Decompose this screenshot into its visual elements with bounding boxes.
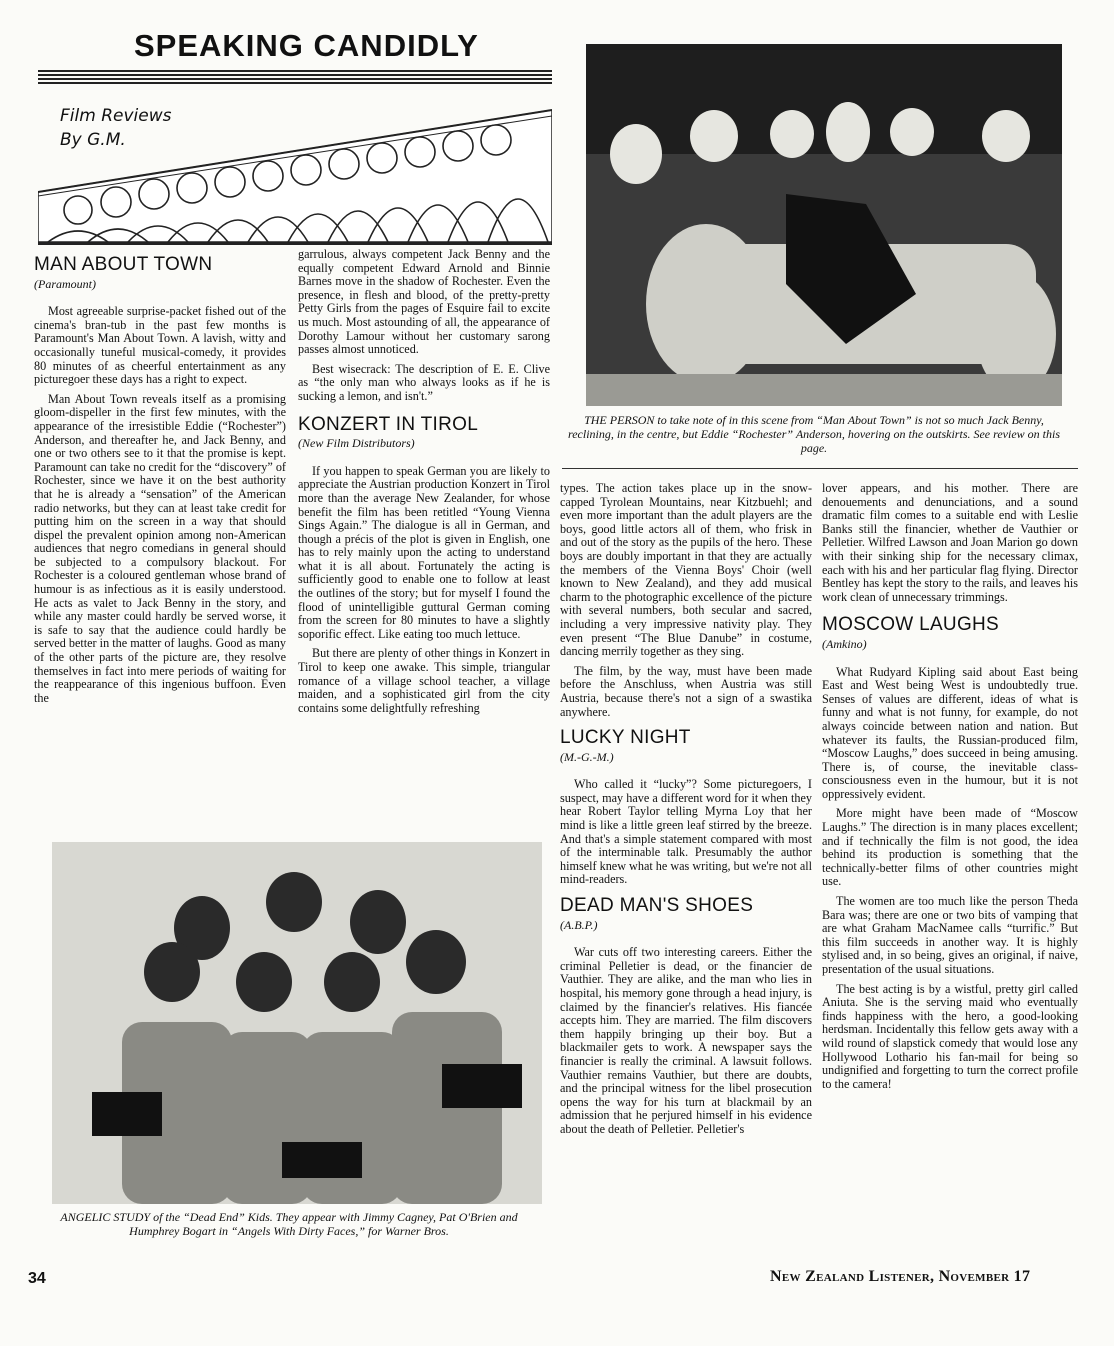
dead-end-kids-photo: [52, 842, 542, 1204]
review-paragraph: The women are too much like the person Theda Bara was; there are one or two bits of vamping that are what Graham MacNamee calls “turrific.” But this film succeeds in another way. It is highly stylised and, in so being, gives an original, if naive, presentation of the usual situations.: [822, 894, 1078, 976]
bottom-photo-caption: ANGELIC STUDY of the “Dead End” Kids. They appear with Jimmy Cagney, Pat O'Brien and Humphrey Bogart in “Angels With Dirty Faces,” for Warner Bros.: [60, 1210, 518, 1238]
review-paragraph: garrulous, always competent Jack Benny and the equally competent Edward Arnold and Binnie Barnes move in the shadow of Rochester. Even the presence, in flesh and blood, of the pretty-pretty Petty Girls from the pages of Esquire fail to excite us much. Most astounding of all, the appearance of Dorothy Lamour without her customary sarong passes almost unnoticed.: [298, 247, 550, 357]
photo-choir-boys: [52, 842, 542, 1204]
review-paragraph: Best wisecrack: The description of E. E. Clive as “the only man who always looks as if he is sucking a lemon, and isn't.”: [298, 361, 550, 403]
review-paragraph: The film, by the way, must have been made before the Anschluss, when Austria was still Austria, because there's not a sign of a swastika anywhere.: [560, 663, 812, 719]
photo-scene: [586, 44, 1062, 406]
masthead-title: SPEAKING CANDIDLY: [134, 28, 479, 63]
review-title-dead-mans-shoes: DEAD MAN'S SHOES: [560, 895, 754, 917]
review-paragraph: lover appears, and his mother. There are denouements and denunciations, and a sound dramatic film comes to a suitable end with Leslie Banks still the financier, whether de Vauthier or Pelletier. Wilfred Lawson and Joan Marion go down with their sinking ship for the necessary climax, each with his and her particular flag flying. Director Bentley has kept the story to the rails, and leaves his work clean of unnecessary trimmings.: [822, 481, 1078, 604]
header-rules: [38, 70, 552, 88]
caption-rule: [562, 468, 1078, 469]
review-title-man-about-town: MAN ABOUT TOWN: [34, 254, 213, 275]
review-paragraph: Who called it “lucky”? Some picturegoers, I suspect, may have a different word for it when they hear Robert Taylor telling Myrna Loy that her mind is like a little green leaf stirred by the breeze. And that's a simple statement compared with most of the interminable talk. Presumably the author himself knew what he was writing, but we're not all mind-readers.: [560, 777, 812, 887]
man-about-town-photo: [586, 44, 1062, 406]
review-title-konzert: KONZERT IN TIROL: [298, 413, 479, 435]
review-paragraph: If you happen to speak German you are likely to appreciate the Austrian production Konzert in Tirol more than the average New Zealander, for whose benefit the film has been retitled “Young Vienna Sings Again.” The dialogue is all in German, and though a précis of the plot is given in English, one has to rely mainly upon the acting to understand what it is all about. Fortunately the acting is sufficiently good to enable one to follow at least the outlines of the story; but for myself I found the flood of unintelligible guttural German coming from the screen for 80 minutes to have a slightly soporific effect. Like eating too much lettuce.: [298, 463, 550, 641]
column-3: [560, 482, 812, 1143]
top-photo-caption: THE PERSON to take note of in this scene from “Man About Town” is not so much Jack Benny, reclining, in the centre, but Eddie “Rochester” Anderson, hovering on the outskirts. See review on this page.: [567, 413, 1061, 455]
review-paragraph: Most agreeable surprise-packet fished out of the cinema's bran-tub in the past few months is Paramount's Man About Town. A lavish, witty and occasionally tuneful musical-comedy, it provides 80 minutes of as cheerful entertainment as any picturegoer these days has a right to expect.: [34, 304, 286, 387]
magazine-footer: New Zealand Listener, November 17: [770, 1268, 1031, 1285]
distributor-new-film: (New Film Distributors): [298, 436, 415, 451]
distributor-paramount: (Paramount): [34, 276, 96, 291]
review-paragraph: More might have been made of “Moscow Laughs.” The direction is in many places excellent; and if technically the film is not good, the idea behind its production is something that the technically-better films of other countries might use.: [822, 806, 1078, 889]
review-paragraph: Man About Town reveals itself as a promising gloom-dispeller in the first few minutes, with the appearance of the irresistible Eddie (“Rochester”) Anderson, and thereafter he, and Jack Benny, and one or two others see to it that the promise is kept. Paramount can take no credit for the “discovery” of Rochester, since we have it on the best authority that he is already a “sensation” of the American radio networks, but they can at least take credit for putting him on the screen in a way that should dispel the prevalent opinion among non-American audiences that negro comedians in general should be subjected to a compulsory blackout. For Rochester is a coloured gentleman whose brand of humour is as infectious as it is easily understood. He acts as valet to Jack Benny in the story, and while any master could hardly be served worse, it is safe to say that the audience could hardly be served better in the matter of laughs. Good as many of the other parts of the picture are, they resolve themselves in fact into mere periods of waiting for the reappearance of this ingenious buffoon. Even the: [34, 391, 286, 705]
review-paragraph: types. The action takes place up in the snow-capped Tyrolean Mountains, near Kitzbuehl; and even more important than the adult players are the boys, good little actors all of them, who frisk in and out of the story as the pupils of the hero. These boys are doubly important in that they are actually the members of the Vienna Boys' Choir (well known to New Zealand), and they add musical charm to the photographic excellence of the picture with several numbers, both secular and sacred, including a very impressive nativity play. They even present “The Blue Danube” in costume, dancing merrily together as they sing.: [560, 481, 812, 659]
film-reviews-label: Film Reviews: [60, 106, 172, 126]
page-number: 34: [28, 1270, 46, 1287]
column-4: [822, 482, 1078, 1097]
review-paragraph: The best acting is by a wistful, pretty girl called Aniuta. She is the serving maid who eventually finds happiness with the hero, a good-looking herdsman. Incidentally this fellow gets away with a wild round of slapstick comedy that would lose any Hollywood Lothario his fan-mail for being so undignified and forgetting to turn the correct profile to the camera!: [822, 981, 1078, 1091]
review-title-lucky-night: LUCKY NIGHT: [560, 727, 691, 749]
author-label: By G.M.: [60, 130, 126, 150]
review-paragraph: War cuts off two interesting careers. Either the criminal Pelletier is dead, or the financier de Vauthier. They are alike, and the man who lies in hospital, his memory gone through a head injury, is claimed by the financier's relatives. His fiancée accepts him. They are married. The film discovers them happily bringing up their boy. But a blackmailer gets to work. A newspaper says the financier is really the criminal. A lawsuit follows. Vauthier remains Vauthier, but there are doubts, and the principal witness for the libel prosecution opens the way for his turn at blackmail by an admission that he perjured himself in his evidence about the death of Pelletier. Pelletier's: [560, 945, 812, 1136]
film-reviews-byline: [60, 104, 171, 152]
review-title-moscow-laughs: MOSCOW LAUGHS: [822, 614, 1000, 636]
column-1: [34, 254, 286, 711]
review-paragraph: What Rudyard Kipling said about East being East and West being West is undoubtedly true. Senses of values are different, ideas of what is funny and what is not funny, for example, do not always coincide between nation and nation. But whatever its faults, the Russian-produced film, “Moscow Laughs,” does succeed in being amusing. There is, of course, the inevitable class-consciousness even in the humour, but it is not oppressively evident.: [822, 664, 1078, 801]
column-2: [298, 248, 550, 721]
review-paragraph: But there are plenty of other things in Konzert in Tirol to keep one awake. This simple, triangular romance of a village school teacher, a village maiden, and a sophisticated girl from the city contains some delightfully refreshing: [298, 646, 550, 715]
distributor-mgm: (M.-G.-M.): [560, 749, 614, 764]
distributor-abp: (A.B.P.): [560, 917, 598, 932]
distributor-amkino: (Amkino): [822, 636, 867, 651]
